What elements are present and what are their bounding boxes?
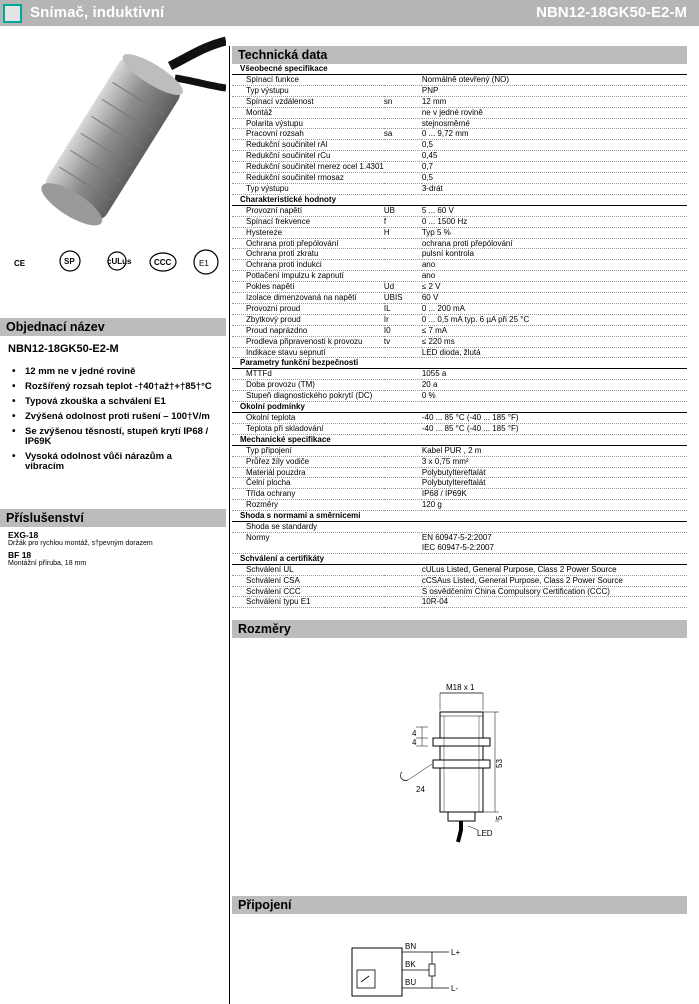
spec-label: Shoda se standardy: [232, 522, 384, 533]
spec-row: [232, 314, 687, 325]
spec-row: [232, 271, 687, 282]
spec-value-line: ochrana proti přepólování: [421, 238, 513, 248]
spec-row: [232, 205, 687, 216]
spec-value-line: 0 ... 0,5 mA typ. 6 µA při 25 °C: [421, 314, 530, 324]
spec-row: [232, 216, 687, 227]
spec-row: [232, 173, 687, 184]
spec-symbol: [384, 118, 422, 129]
spec-symbol: [384, 532, 422, 553]
csa-mark-icon: [56, 248, 86, 276]
spec-value: [422, 456, 687, 467]
spec-row: [232, 107, 687, 118]
spec-label: Rozměry: [232, 500, 384, 511]
spec-label: Ochrana proti indukci: [232, 260, 384, 271]
spec-label: Proud naprázdno: [232, 325, 384, 336]
svg-text:24: 24: [416, 785, 425, 794]
spec-symbol: I0: [384, 325, 422, 336]
spec-symbol: [384, 564, 422, 575]
spec-value-line: LED dioda, žlutá: [421, 347, 481, 357]
spec-value-line: -40 ... 85 °C (-40 ... 185 °F): [421, 423, 519, 433]
spec-symbol: [384, 162, 422, 173]
svg-text:4: 4: [412, 729, 417, 738]
svg-text:BK: BK: [405, 960, 416, 969]
spec-label: Izolace dimenzovaná na napětí: [232, 293, 384, 304]
spec-value: [422, 314, 687, 325]
spec-value-line: 20 a: [421, 380, 438, 390]
dimension-drawing: [388, 680, 518, 845]
feature-item: • Typová zkouška a schválení E1: [12, 397, 212, 407]
spec-category-row: [232, 511, 687, 522]
spec-row: [232, 238, 687, 249]
svg-text:LED: LED: [477, 829, 493, 838]
spec-row: [232, 413, 687, 424]
spec-value-line: cCSAus Listed, General Purpose, Class 2 Power Source: [421, 575, 623, 585]
spec-symbol: [384, 445, 422, 456]
spec-value: [422, 129, 687, 140]
spec-label: Typ výstupu: [232, 183, 384, 194]
spec-value: [422, 413, 687, 424]
spec-symbol: [384, 249, 422, 260]
spec-value-line: IP68 / IP69K: [421, 489, 467, 499]
spec-value: [422, 271, 687, 282]
accessories-section: [0, 509, 226, 567]
svg-text:5: 5: [495, 815, 504, 820]
spec-value: [422, 489, 687, 500]
spec-label: Provozní proud: [232, 303, 384, 314]
spec-symbol: [384, 575, 422, 586]
spec-category-row: [232, 402, 687, 413]
spec-row: [232, 597, 687, 608]
spec-symbol: [384, 173, 422, 184]
spec-value-line: 0 ... 200 mA: [421, 303, 465, 313]
spec-row: [232, 183, 687, 194]
spec-row: [232, 489, 687, 500]
spec-category-row: [232, 194, 687, 205]
spec-row: [232, 445, 687, 456]
spec-label: Redukční součinitel rCu: [232, 151, 384, 162]
spec-category-label: Shoda s normami a směrnicemi: [232, 511, 687, 522]
spec-value-line: ano: [421, 271, 436, 281]
spec-value-line: 5 ... 60 V: [421, 205, 454, 215]
spec-row: [232, 336, 687, 347]
spec-value-line: EN 60947-5-2:2007: [421, 532, 492, 542]
spec-value: [422, 227, 687, 238]
accessory-desc: Držák pro rychlou montáž, s†pevným dorazem: [8, 540, 153, 547]
spec-value: [422, 347, 687, 358]
spec-label: Schválení UL: [232, 564, 384, 575]
spec-symbol: UB: [384, 205, 422, 216]
spec-row: [232, 118, 687, 129]
spec-value: [422, 151, 687, 162]
spec-symbol: H: [384, 227, 422, 238]
spec-value-line: Polybutyltereftalát: [421, 478, 486, 488]
svg-text:BU: BU: [405, 978, 417, 987]
spec-value: [422, 216, 687, 227]
spec-value-line: 60 V: [421, 293, 439, 303]
svg-text:L+: L+: [451, 948, 461, 957]
spec-symbol: sa: [384, 129, 422, 140]
spec-row: [232, 423, 687, 434]
spec-value: [422, 597, 687, 608]
spec-value: [422, 118, 687, 129]
svg-text:L-: L-: [451, 984, 459, 993]
spec-value-line: PNP: [421, 85, 439, 95]
spec-label: Provozní napětí: [232, 205, 384, 216]
feature-list: [0, 355, 226, 472]
accessory-code: BF 18: [8, 550, 32, 560]
spec-value: [422, 380, 687, 391]
svg-text:M18 x 1: M18 x 1: [446, 683, 475, 692]
spec-value: [422, 303, 687, 314]
connection-title: Připojení: [232, 896, 687, 914]
spec-symbol: f: [384, 216, 422, 227]
spec-label: Schválení CCC: [232, 586, 384, 597]
spec-label: Doba provozu (TM): [232, 380, 384, 391]
spec-value: [422, 586, 687, 597]
spec-row: [232, 325, 687, 336]
spec-row: [232, 467, 687, 478]
spec-value: [422, 445, 687, 456]
spec-category-row: [232, 358, 687, 369]
spec-value-line: Polybutyltereftalát: [421, 467, 486, 477]
brand-logo-icon: [3, 4, 22, 23]
feature-item: • Vysoká odolnost vůči nárazům a vibracím: [12, 452, 212, 472]
svg-text:4: 4: [412, 738, 417, 747]
spec-row: [232, 586, 687, 597]
dimensions-section: [232, 620, 687, 638]
spec-symbol: sn: [384, 96, 422, 107]
spec-label: Typ výstupu: [232, 85, 384, 96]
spec-value-line: IEC 60947-5-2:2007: [421, 542, 494, 552]
spec-symbol: Ud: [384, 282, 422, 293]
product-image: [0, 26, 226, 241]
spec-label: Teplota při skladování: [232, 423, 384, 434]
spec-symbol: [384, 74, 422, 85]
spec-value: [422, 391, 687, 402]
spec-label: Pokles napětí: [232, 282, 384, 293]
spec-label: MTTFd: [232, 369, 384, 380]
spec-row: [232, 347, 687, 358]
spec-label: Ochrana proti zkratu: [232, 249, 384, 260]
spec-symbol: [384, 347, 422, 358]
spec-row: [232, 249, 687, 260]
spec-value-line: 0 %: [421, 391, 436, 401]
spec-value-line: 0,5: [421, 140, 433, 150]
spec-symbol: [384, 151, 422, 162]
spec-symbol: [384, 391, 422, 402]
spec-value: [422, 205, 687, 216]
spec-symbol: [384, 586, 422, 597]
spec-value-line: Typ 5 %: [421, 227, 451, 237]
spec-value-line: 0 ... 9,72 mm: [421, 129, 469, 139]
spec-symbol: [384, 467, 422, 478]
spec-label: Redukční součinitel rnerez ocel 1.4301: [232, 162, 384, 173]
spec-row: [232, 564, 687, 575]
spec-label: Spínací vzdálenost: [232, 96, 384, 107]
spec-row: [232, 96, 687, 107]
certification-marks: [10, 248, 220, 278]
cul-mark-icon: [100, 248, 134, 276]
spec-value: [422, 325, 687, 336]
column-divider: [229, 46, 230, 1004]
spec-row: [232, 227, 687, 238]
spec-row: [232, 478, 687, 489]
spec-value-line: 0 ... 1500 Hz: [421, 216, 468, 226]
spec-label: Třída ochrany: [232, 489, 384, 500]
header-bar: [0, 0, 699, 26]
spec-symbol: [384, 500, 422, 511]
spec-value: [422, 467, 687, 478]
spec-category-row: [232, 64, 687, 74]
spec-row: [232, 522, 687, 533]
spec-value: [422, 183, 687, 194]
spec-symbol: [384, 597, 422, 608]
spec-symbol: [384, 140, 422, 151]
spec-value: [422, 336, 687, 347]
spec-row: [232, 282, 687, 293]
technical-data-section: [232, 46, 687, 608]
spec-row: [232, 456, 687, 467]
svg-text:CE: CE: [14, 259, 26, 268]
spec-row: [232, 391, 687, 402]
spec-value: [422, 564, 687, 575]
spec-symbol: [384, 478, 422, 489]
spec-label: Materiál pouzdra: [232, 467, 384, 478]
spec-row: [232, 369, 687, 380]
spec-label: Polarita výstupu: [232, 118, 384, 129]
spec-value-line: Normálně otevřený (NO): [421, 74, 509, 84]
technical-data-title: Technická data: [232, 46, 687, 64]
feature-item: • 12 mm ne v jedné rovině: [12, 367, 212, 377]
accessory-item: [0, 530, 226, 547]
spec-label: Potlačení impulzu k zapnutí: [232, 271, 384, 282]
spec-value-line: ano: [421, 260, 436, 270]
spec-value-line: stejnosměrné: [421, 118, 470, 128]
ordering-title: Objednací název: [0, 318, 226, 336]
spec-label: Typ připojení: [232, 445, 384, 456]
spec-category-label: Parametry funkční bezpečnosti: [232, 358, 687, 369]
spec-value-line: cULus Listed, General Purpose, Class 2 Power Source: [421, 564, 617, 574]
spec-row: [232, 85, 687, 96]
spec-row: [232, 380, 687, 391]
svg-text:53: 53: [495, 759, 504, 768]
spec-value-line: -40 ... 85 °C (-40 ... 185 °F): [421, 413, 519, 422]
spec-category-label: Mechanické specifikace: [232, 434, 687, 445]
spec-row: [232, 532, 687, 553]
spec-symbol: [384, 238, 422, 249]
page-title: Snímač, induktivní: [30, 4, 165, 21]
spec-label: Redukční součinitel rmosaz: [232, 173, 384, 184]
spec-label: Prodleva připravenosti k provozu: [232, 336, 384, 347]
spec-row: [232, 129, 687, 140]
connection-diagram: [347, 938, 477, 998]
spec-value-line: 120 g: [421, 500, 442, 510]
spec-label: Čelní plocha: [232, 478, 384, 489]
technical-data-table: [232, 64, 687, 608]
spec-symbol: [384, 489, 422, 500]
spec-value: [422, 140, 687, 151]
spec-value-line: 0,7: [421, 162, 433, 172]
feature-item: • Rozšířený rozsah teplot -†40†až†+†85†°C: [12, 382, 212, 392]
feature-item: • Se zvýšenou těsností, stupeň krytí IP68 / IP69K: [12, 427, 212, 447]
spec-symbol: [384, 522, 422, 533]
spec-row: [232, 74, 687, 85]
spec-label: Schválení CSA: [232, 575, 384, 586]
spec-value: [422, 107, 687, 118]
svg-text:SP: SP: [64, 257, 75, 266]
spec-row: [232, 151, 687, 162]
spec-value-line: 0,5: [421, 173, 433, 183]
spec-value-line: 0,45: [421, 151, 438, 161]
spec-symbol: [384, 271, 422, 282]
accessory-code: EXG-18: [8, 530, 39, 540]
spec-value: [422, 249, 687, 260]
spec-symbol: [384, 260, 422, 271]
spec-value-line: Kabel PUR , 2 m: [421, 445, 482, 455]
spec-value: [422, 282, 687, 293]
spec-value: [422, 522, 687, 533]
spec-value-line: 1055 a: [421, 369, 447, 379]
spec-symbol: UBIS: [384, 293, 422, 304]
spec-value: [422, 260, 687, 271]
spec-category-row: [232, 434, 687, 445]
spec-label: Spínací funkce: [232, 74, 384, 85]
spec-category-row: [232, 553, 687, 564]
spec-value: [422, 96, 687, 107]
spec-row: [232, 140, 687, 151]
spec-value-line: 3-drát: [421, 183, 443, 193]
spec-value-line: ≤ 220 ms: [421, 336, 455, 346]
spec-label: Indikace stavu sepnutí: [232, 347, 384, 358]
spec-value-line: ≤ 7 mA: [421, 325, 448, 335]
spec-value-line: ne v jedné rovině: [421, 107, 483, 117]
spec-value-line: ≤ 2 V: [421, 282, 441, 292]
spec-value: [422, 532, 687, 553]
spec-label: Okolní teplota: [232, 413, 384, 424]
feature-item: • Zvýšená odolnost proti rušení – 100†V/m: [12, 412, 212, 422]
spec-row: [232, 575, 687, 586]
spec-value: [422, 173, 687, 184]
spec-category-label: Charakteristické hodnoty: [232, 194, 687, 205]
spec-symbol: [384, 183, 422, 194]
spec-symbol: tv: [384, 336, 422, 347]
spec-value-line: pulsní kontrola: [421, 249, 474, 259]
spec-symbol: [384, 423, 422, 434]
accessories-title: Příslušenství: [0, 509, 226, 527]
spec-symbol: [384, 380, 422, 391]
spec-value: [422, 74, 687, 85]
spec-row: [232, 293, 687, 304]
spec-label: Redukční součinitel rAl: [232, 140, 384, 151]
spec-label: Schválení typu E1: [232, 597, 384, 608]
spec-value: [422, 500, 687, 511]
spec-value: [422, 162, 687, 173]
spec-row: [232, 260, 687, 271]
accessory-desc: Montážní příruba, 18 mm: [8, 560, 87, 567]
spec-value-line: 3 x 0,75 mm²: [421, 456, 469, 466]
spec-label: Ochrana proti přepólování: [232, 238, 384, 249]
spec-symbol: [384, 369, 422, 380]
spec-label: Montáž: [232, 107, 384, 118]
spec-value: [422, 575, 687, 586]
ordering-section: [0, 318, 226, 477]
svg-text:CCC: CCC: [154, 258, 172, 267]
spec-symbol: IL: [384, 303, 422, 314]
spec-label: Průřez žíly vodiče: [232, 456, 384, 467]
spec-value-line: 12 mm: [421, 96, 447, 106]
spec-category-label: Schválení a certifikáty: [232, 553, 687, 564]
spec-label: Normy: [232, 532, 384, 553]
spec-value-line: S osvědčením China Compulsory Certification (CCC): [421, 586, 610, 596]
spec-value: [422, 238, 687, 249]
spec-row: [232, 500, 687, 511]
spec-label: Zbytkový proud: [232, 314, 384, 325]
spec-row: [232, 162, 687, 173]
spec-value: [422, 369, 687, 380]
spec-label: Spínací frekvence: [232, 216, 384, 227]
spec-label: Hystereze: [232, 227, 384, 238]
e1-mark-icon: [192, 248, 220, 276]
spec-row: [232, 303, 687, 314]
dimensions-title: Rozměry: [232, 620, 687, 638]
spec-symbol: [384, 456, 422, 467]
spec-category-label: Všeobecné specifikace: [232, 64, 687, 74]
model-number: NBN12-18GK50-E2-M: [536, 4, 687, 21]
accessory-item: [0, 550, 226, 567]
spec-value: [422, 293, 687, 304]
svg-text:cULus: cULus: [107, 257, 132, 266]
ce-mark-icon: [12, 252, 34, 272]
spec-label: Pracovní rozsah: [232, 129, 384, 140]
spec-symbol: [384, 107, 422, 118]
spec-value: [422, 423, 687, 434]
svg-text:E1: E1: [199, 259, 209, 268]
spec-symbol: [384, 85, 422, 96]
connection-section: [232, 896, 687, 914]
ccc-mark-icon: [147, 250, 179, 274]
spec-category-label: Okolní podmínky: [232, 402, 687, 413]
svg-text:BN: BN: [405, 942, 417, 951]
spec-symbol: Ir: [384, 314, 422, 325]
spec-symbol: [384, 413, 422, 424]
spec-value: [422, 85, 687, 96]
spec-value: [422, 478, 687, 489]
spec-label: Stupeň diagnostického pokrytí (DC): [232, 391, 384, 402]
spec-value-line: 10R-04: [421, 597, 449, 607]
ordering-name: NBN12-18GK50-E2-M: [8, 343, 119, 355]
